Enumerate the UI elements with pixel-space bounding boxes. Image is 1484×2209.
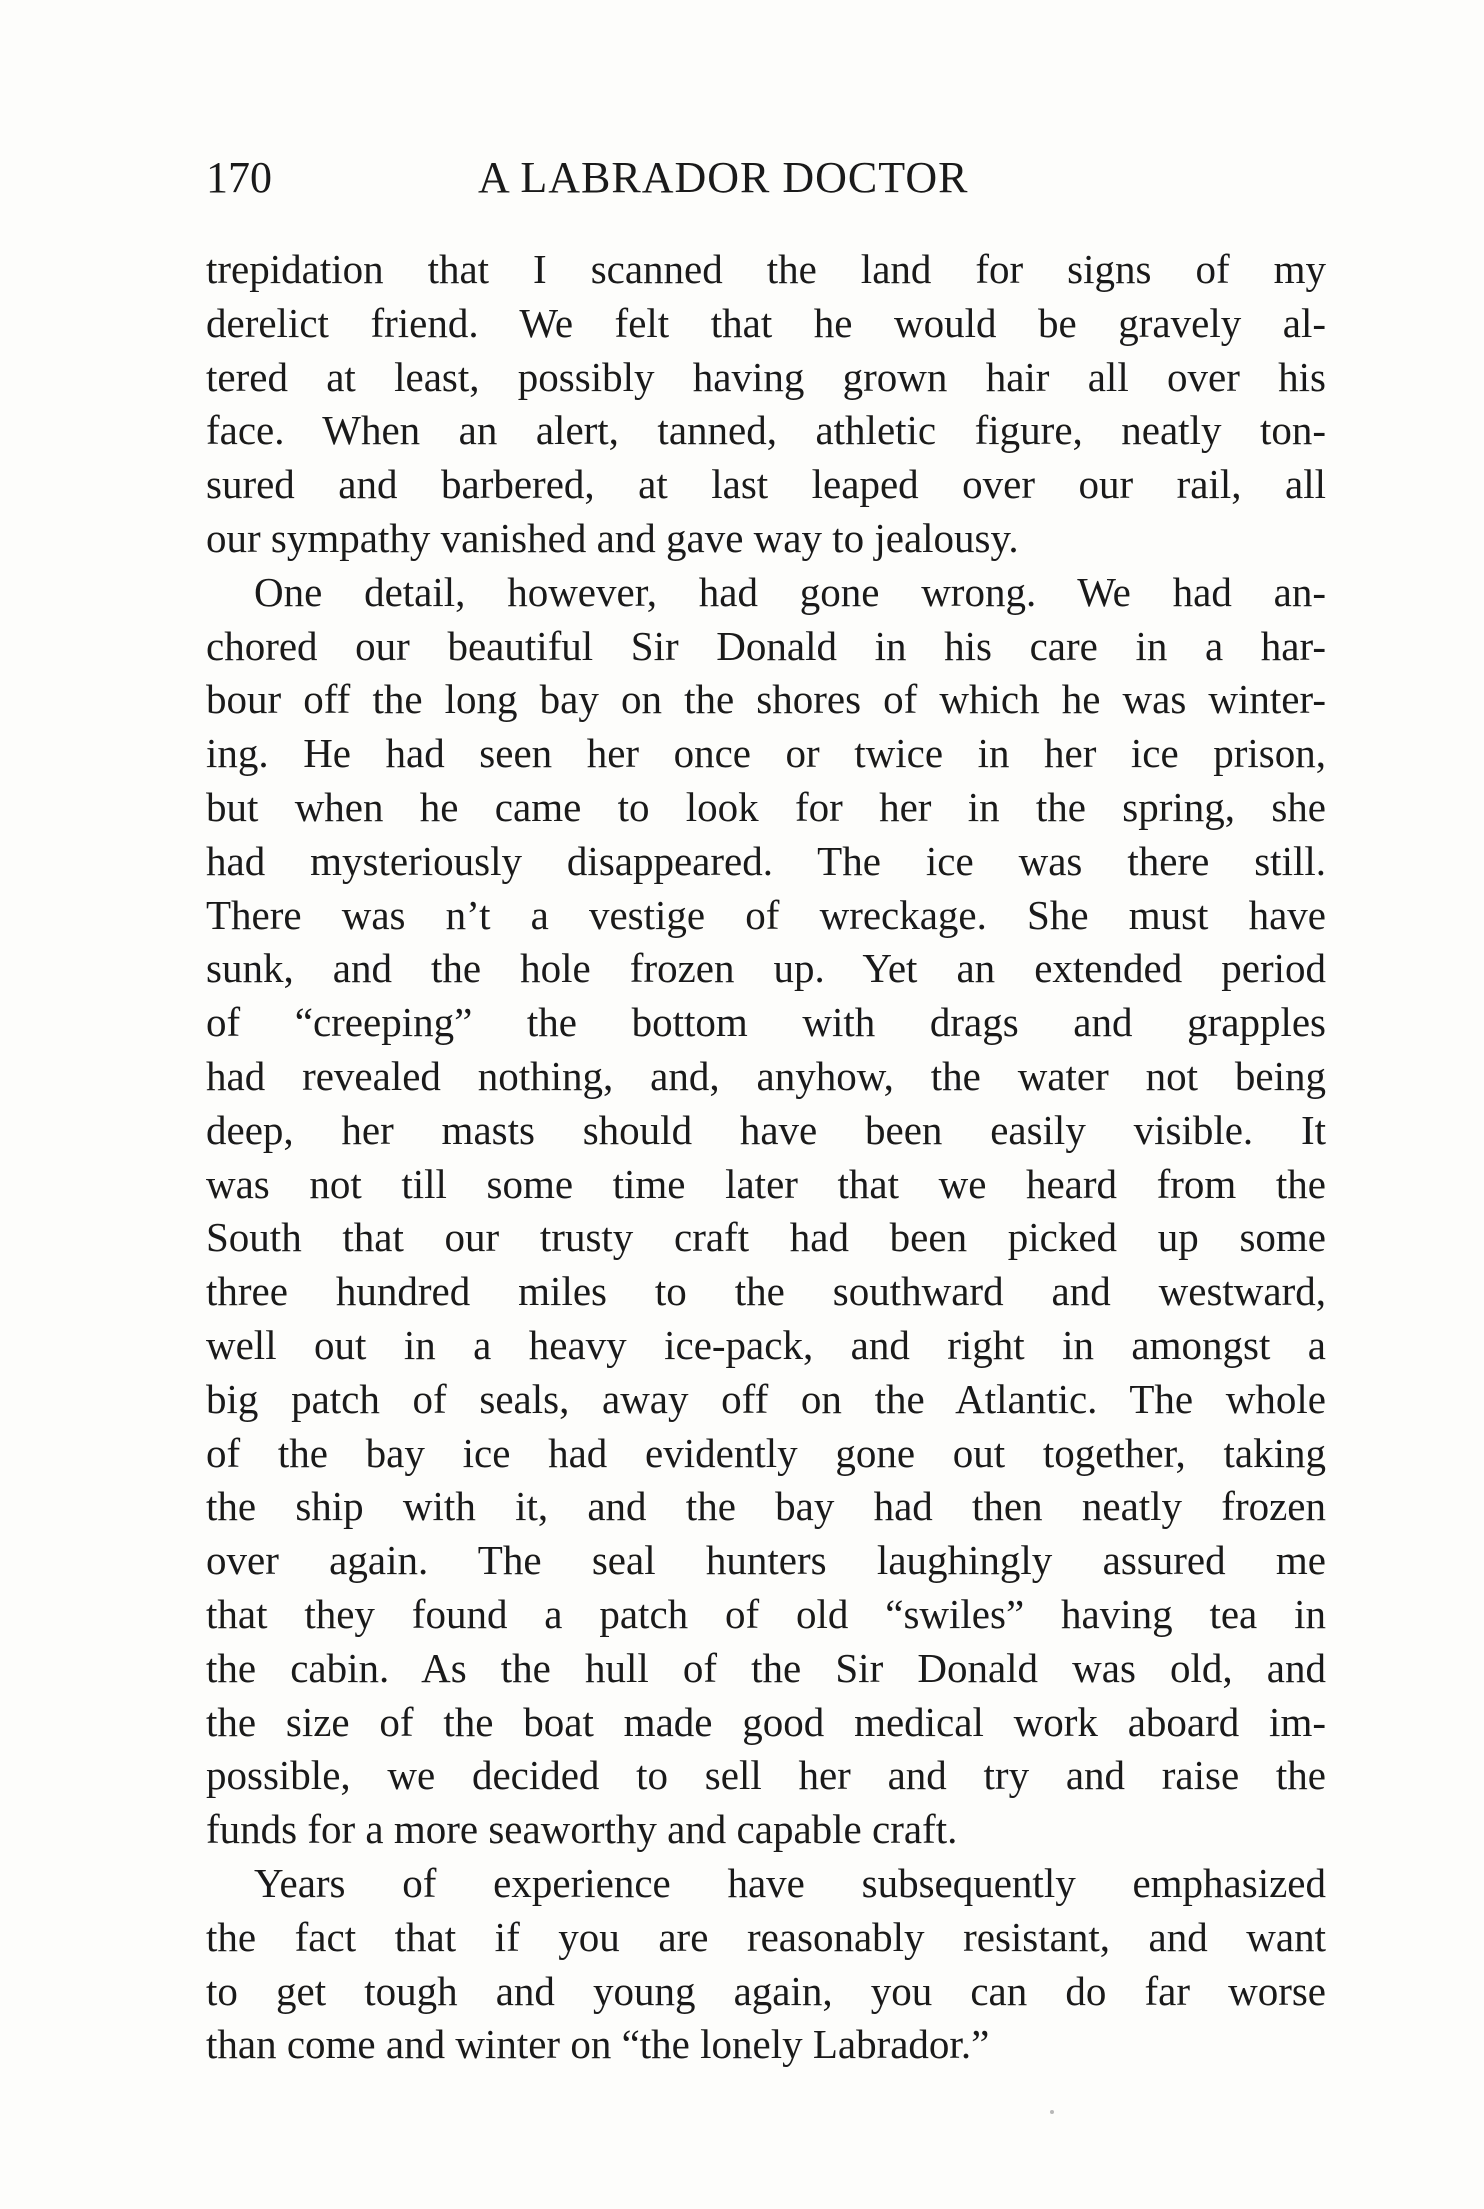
text-line: was not till some time later that we heard from the [206, 1160, 1326, 1207]
text-line: three hundred miles to the southward and westward, [206, 1268, 1326, 1315]
text-line: the size of the boat made good medical work aboard im- [206, 1698, 1326, 1745]
text-line: deep, her masts should have been easily visible. It [206, 1106, 1326, 1153]
running-head [206, 148, 1326, 208]
text-line: of the bay ice had evidently gone out together, taking [206, 1429, 1326, 1476]
text-line: well out in a heavy ice-pack, and right in amongst a [206, 1321, 1326, 1368]
text-line: Years of experience have subsequently emphasized [254, 1859, 1326, 1906]
paragraph [206, 1857, 1326, 2072]
text-line: to get tough and young again, you can do far worse [206, 1967, 1326, 2014]
paragraph [206, 243, 1326, 566]
text-line: sunk, and the hole frozen up. Yet an extended period [206, 945, 1326, 992]
text-line: that they found a patch of old “swiles” having tea in [206, 1590, 1326, 1637]
text-line: trepidation that I scanned the land for signs of my [206, 246, 1326, 292]
text-line: ing. He had seen her once or twice in her ice prison, [206, 730, 1326, 777]
text-line: over again. The seal hunters laughingly assured me [206, 1537, 1326, 1584]
text-line: funds for a more seaworthy and capable craft. [206, 1806, 958, 1853]
text-line: but when he came to look for her in the spring, she [206, 783, 1326, 830]
text-line: South that our trusty craft had been picked up some [206, 1214, 1326, 1261]
body-text [206, 243, 1326, 2072]
text-line: the fact that if you are reasonably resistant, and want [206, 1913, 1326, 1960]
text-line: possible, we decided to sell her and try and raise the [206, 1752, 1326, 1799]
text-line: chored our beautiful Sir Donald in his care in a har- [206, 622, 1326, 669]
text-line: sured and barbered, at last leaped over our rail, all [206, 461, 1326, 508]
running-title: A LABRADOR DOCTOR [478, 153, 969, 202]
text-line: derelict friend. We felt that he would be gravely al- [206, 299, 1326, 346]
text-line: had mysteriously disappeared. The ice was there still. [206, 837, 1326, 884]
text-line: There was n’t a vestige of wreckage. She must have [206, 891, 1326, 938]
paper-speck [1050, 2110, 1054, 2114]
paragraph [206, 566, 1326, 1857]
text-line: the cabin. As the hull of the Sir Donald was old, and [206, 1644, 1326, 1691]
text-line: of “creeping” the bottom with drags and grapples [206, 999, 1326, 1046]
page-number: 170 [206, 153, 272, 202]
text-line: bour off the long bay on the shores of which he was winter- [206, 676, 1326, 723]
text-line: than come and winter on “the lonely Labrador.” [206, 2021, 990, 2068]
text-line: One detail, however, had gone wrong. We had an- [254, 568, 1326, 615]
text-line: the ship with it, and the bay had then neatly frozen [206, 1483, 1326, 1530]
text-line: tered at least, possibly having grown hair all over his [206, 353, 1326, 400]
text-line: big patch of seals, away off on the Atlantic. The whole [206, 1375, 1326, 1422]
text-line: had revealed nothing, and, anyhow, the water not being [206, 1052, 1326, 1099]
text-line: our sympathy vanished and gave way to jealousy. [206, 514, 1019, 561]
text-line: face. When an alert, tanned, athletic figure, neatly ton- [206, 407, 1326, 454]
